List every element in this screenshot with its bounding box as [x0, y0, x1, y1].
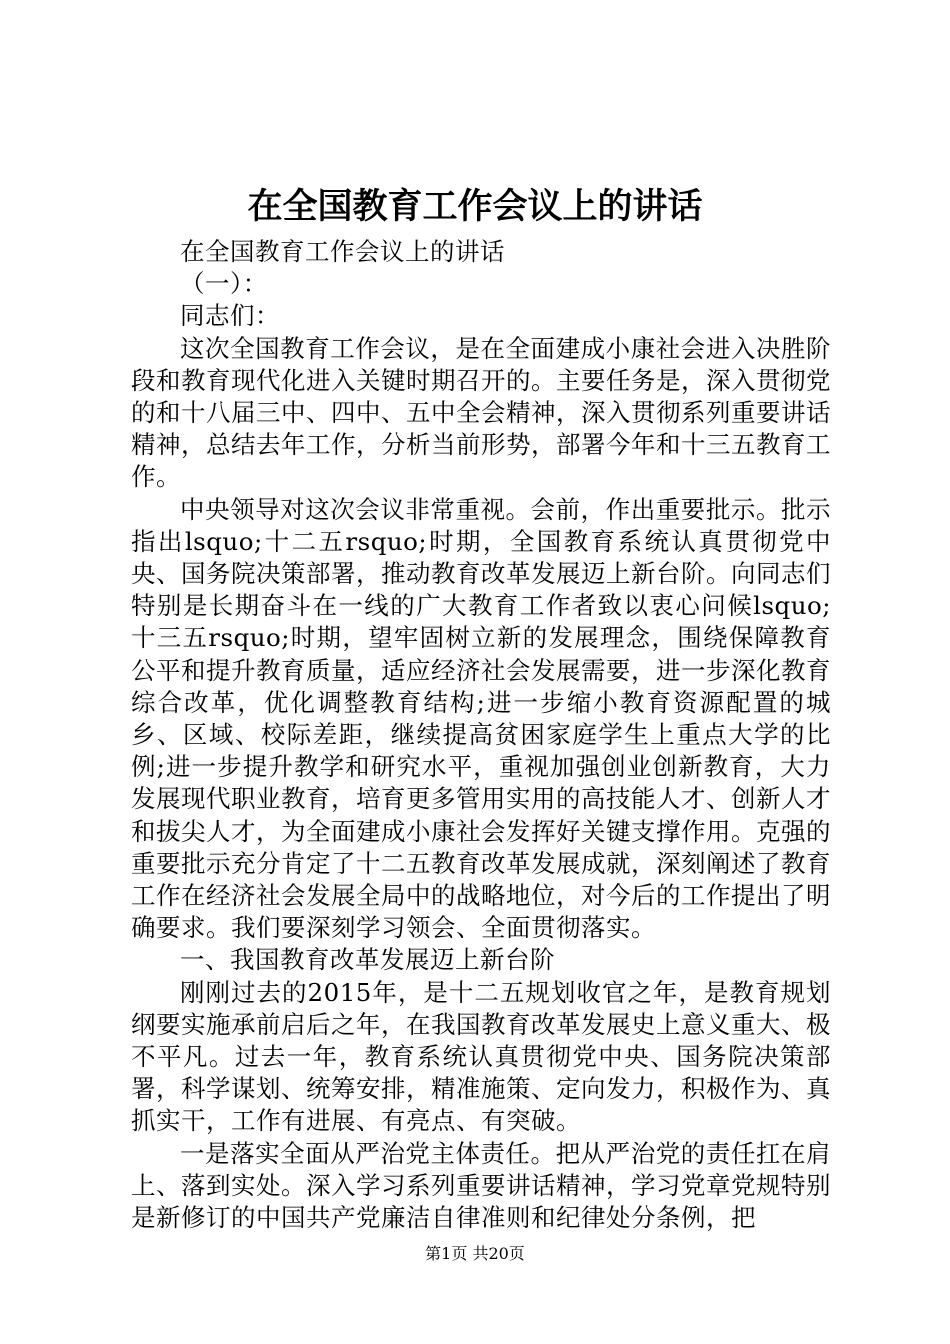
page-footer: 第1页 共20页 [425, 1244, 525, 1263]
paragraph: 刚刚过去的2015年，是十二五规划收官之年，是教育规划纲要实施承前启后之年，在我国教育改革发展史上意义重大、极不平凡。过去一年，教育系统认真贯彻党中央、国务院决策部署，科学谋划、统筹安排，精准施策、定向发力，积极作为、真抓实干，工作有进展、有亮点、有突破。 [131, 977, 831, 1136]
paragraph: （一）： [180, 269, 268, 299]
paragraph: 这次全国教育工作会议，是在全面建成小康社会进入决胜阶段和教育现代化进入关键时期召开的。主要任务是，深入贯彻党的和十八届三中、四中、五中全会精神，深入贯彻系列重要讲话精神，总结去年工作，分析当前形势，部署今年和十三五教育工作。 [131, 333, 831, 492]
paragraph: 同志们： [180, 301, 280, 331]
section-heading: 一、我国教育改革发展迈上新台阶 [180, 945, 555, 975]
document-body [131, 236, 831, 1234]
paragraph: 在全国教育工作会议上的讲话 [180, 237, 505, 266]
document-title: 在全国教育工作会议上的讲话 [247, 186, 703, 227]
paragraph: 一是落实全面从严治党主体责任。把从严治党的责任扛在肩上、落到实处。深入学习系列重要讲话精神，学习党章党规特别是新修订的中国共产党廉洁自律准则和纪律处分条例，把 [131, 1138, 831, 1233]
paragraph: 中央领导对这次会议非常重视。会前，作出重要批示。批示指出lsquo;十二五rsquo;时期，全国教育系统认真贯彻党中央、国务院决策部署，推动教育改革发展迈上新台阶。向同志们特别是长期奋斗在一线的广大教育工作者致以衷心问候lsquo;十三五rsquo;时期，望牢固树立新的发展理念，围绕保障教育公平和提升教育质量，适应经济社会发展需要，进一步深化教育综合改革，优化调整教育结构;进一步缩小教育资源配置的城乡、区域、校际差距，继续提高贫困家庭学生上重点大学的比例;进一步提升教学和研究水平，重视加强创业创新教育，大力发展现代职业教育，培育更多管用实用的高技能人才、创新人才和拔尖人才，为全面建成小康社会发挥好关键支撑作用。克强的重要批示充分肯定了十二五教育改革发展成就，深刻阐述了教育工作在经济社会发展全局中的战略地位，对今后的工作提出了明确要求。我们要深刻学习领会、全面贯彻落实。 [131, 494, 831, 943]
